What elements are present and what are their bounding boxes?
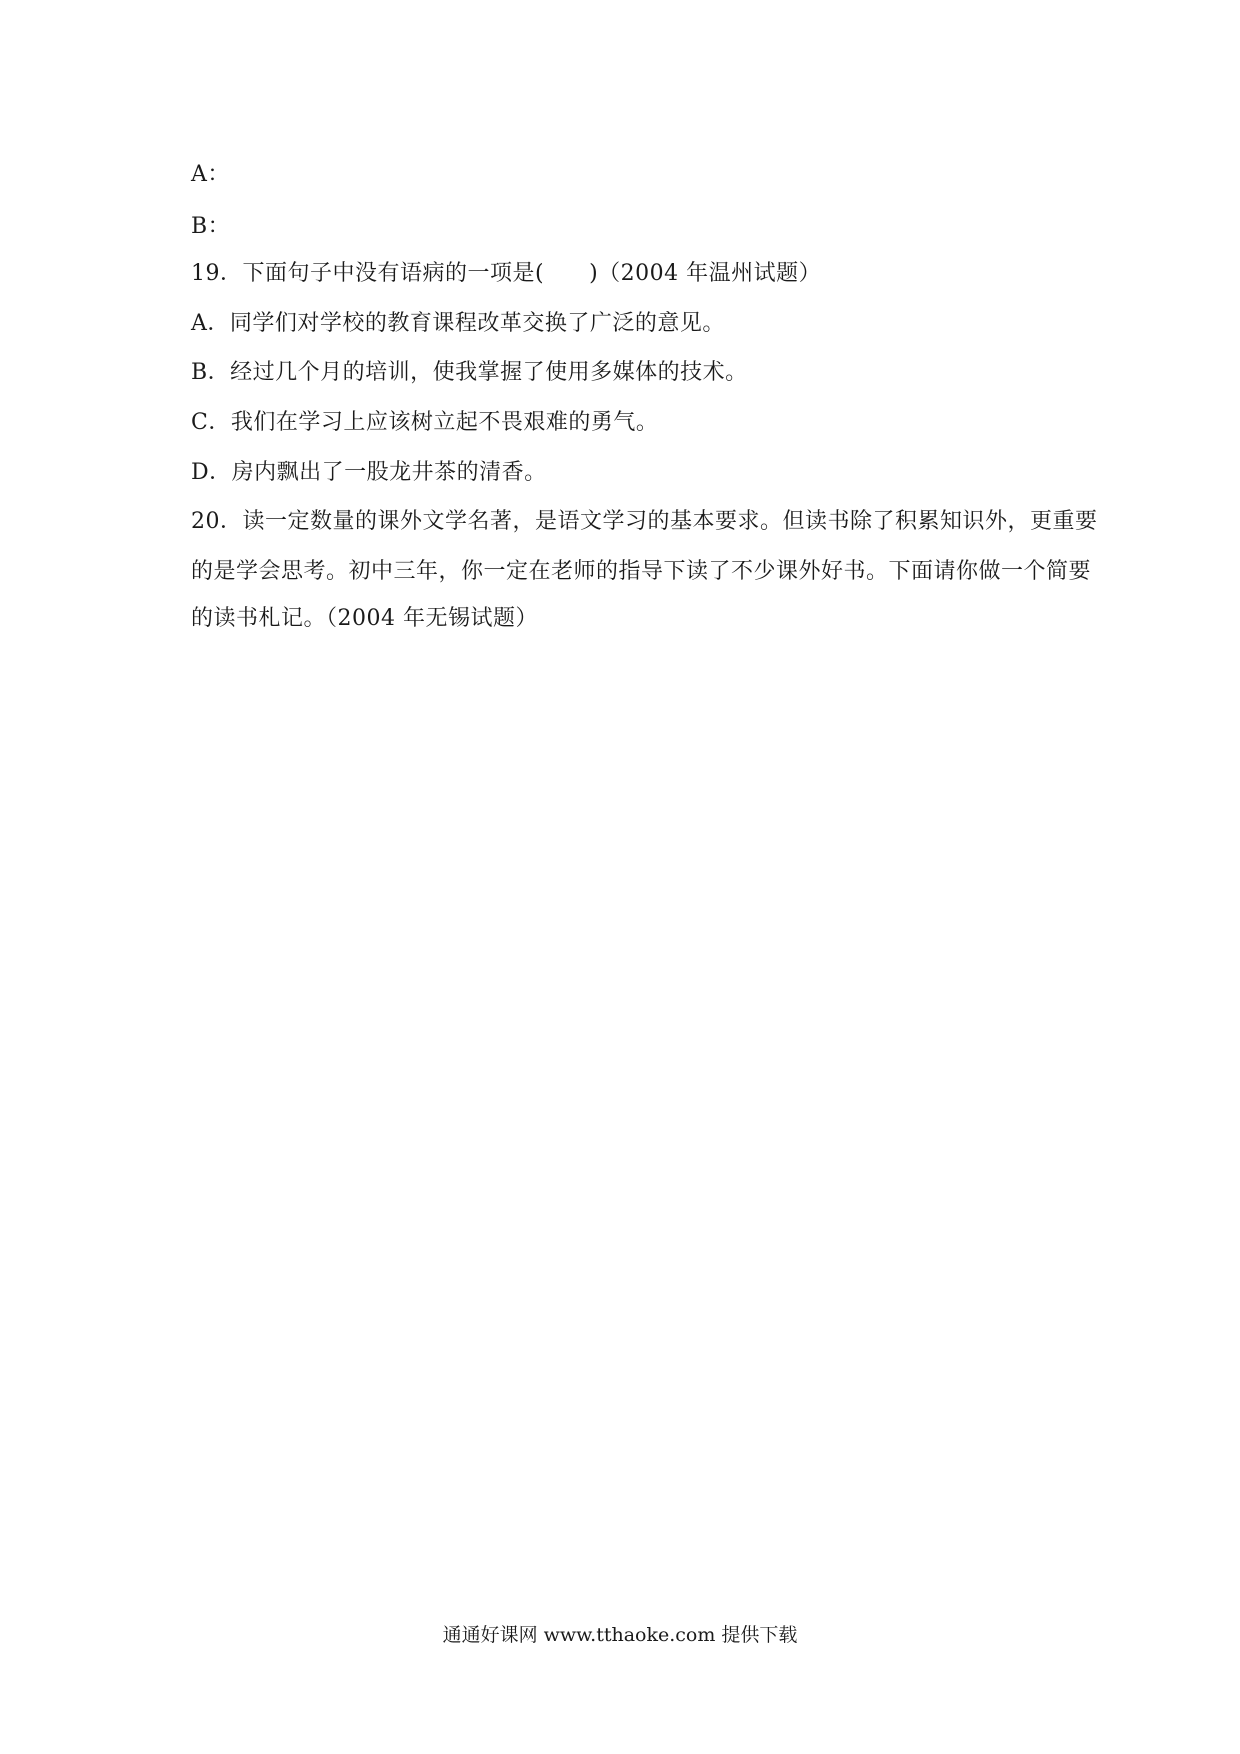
question-19-option-a: A．同学们对学校的教育课程改革交换了广泛的意见。 [191, 311, 725, 336]
question-20-line-1: 20．读一定数量的课外文学名著，是语文学习的基本要求。但读书除了积累知识外，更重要 [191, 509, 1098, 534]
question-19-stem: 19．下面句子中没有语病的一项是( )（2004 年温州试题） [191, 261, 822, 286]
question-19-option-c: C．我们在学习上应该树立起不畏艰难的勇气。 [191, 410, 659, 435]
question-19-option-d: D．房内飘出了一股龙井茶的清香。 [191, 460, 547, 485]
question-20-line-2: 的是学会思考。初中三年，你一定在老师的指导下读了不少课外好书。下面请你做一个简要 [191, 559, 1092, 584]
answer-a-label: A： [191, 162, 230, 187]
answer-b-label: B： [191, 214, 231, 239]
question-19-option-b: B．经过几个月的培训，使我掌握了使用多媒体的技术。 [191, 360, 748, 385]
page-footer: 通通好课网 www.tthaoke.com 提供下载 [442, 1624, 798, 1646]
question-20-line-3: 的读书札记。（2004 年无锡试题） [191, 606, 538, 631]
